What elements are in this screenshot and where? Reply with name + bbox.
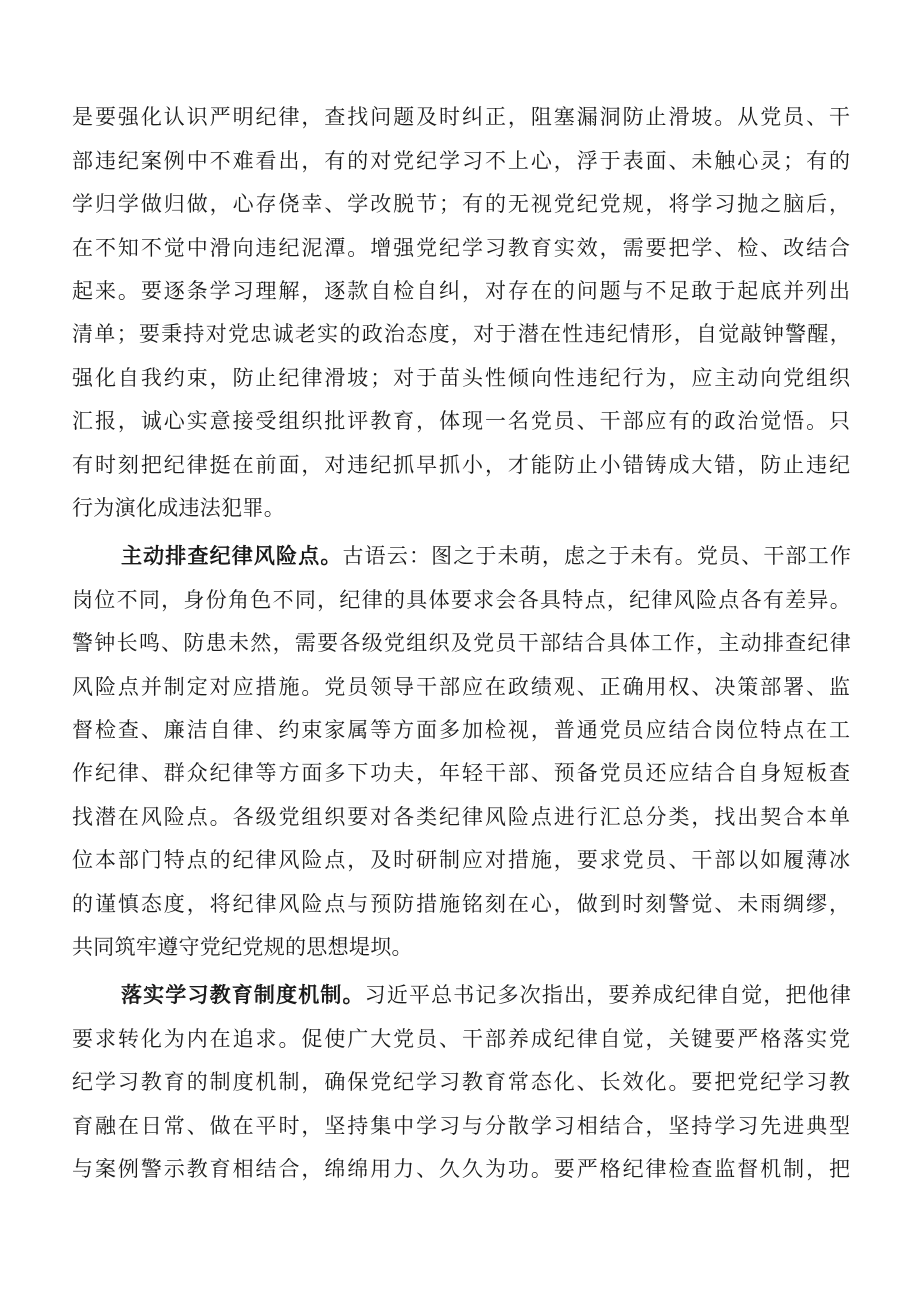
paragraph-text: 警钟长鸣、防患未然，需要各级党组织及党员干部结合具体工作，主动排查纪律 [72, 631, 852, 655]
section-heading: 落实学习教育制度机制。 [121, 983, 365, 1007]
text-line [72, 451, 852, 479]
text-line [72, 407, 852, 435]
paragraph-text: 的谨慎态度，将纪律风险点与预防措施铭刻在心，做到时刻警觉、未雨绸缪， [72, 892, 852, 916]
paragraph-text: 行为演化成违法犯罪。 [72, 496, 285, 520]
text-line [72, 1112, 852, 1140]
text-line [72, 1025, 852, 1053]
paragraph-text: 部违纪案例中不难看出，有的对党纪学习不上心，浮于表面、未触心灵；有的 [72, 149, 852, 173]
text-line [72, 586, 852, 614]
text-line [72, 759, 852, 787]
text-line [72, 320, 852, 348]
paragraph-text: 位本部门特点的纪律风险点，及时研制应对措施，要求党员、干部以如履薄冰 [72, 848, 852, 872]
paragraph-text: 是要强化认识严明纪律，查找问题及时纠正，阻塞漏洞防止滑坡。从党员、干 [72, 105, 852, 129]
paragraph-text: 清单；要秉持对党忠诚老实的政治态度，对于潜在性违纪情形，自觉敲钟警醒， [72, 322, 852, 346]
text-line [121, 981, 852, 1009]
text-line [72, 147, 852, 175]
text-line [72, 629, 852, 657]
text-line [72, 494, 285, 522]
paragraph-text: 督检查、廉洁自律、约束家属等方面多加检视，普通党员应结合岗位特点在工 [72, 718, 852, 742]
paragraph-text: 起来。要逐条学习理解，逐款自检自纠，对存在的问题与不足敢于起底并列出 [72, 279, 852, 303]
paragraph-text: 风险点并制定对应措施。党员领导干部应在政绩观、正确用权、决策部署、监 [72, 675, 852, 699]
paragraph-text: 汇报，诚心实意接受组织批评教育，体现一名党员、干部应有的政治觉悟。只 [72, 409, 852, 433]
paragraph-text: 强化自我约束，防止纪律滑坡；对于苗头性倾向性违纪行为，应主动向党组织 [72, 366, 852, 390]
text-line [121, 542, 852, 570]
text-line [72, 277, 852, 305]
text-line [72, 103, 852, 131]
paragraph-text: 学归学做归做，心存侥幸、学改脱节；有的无视党纪党规，将学习抛之脑后， [72, 192, 852, 216]
text-line [72, 803, 852, 831]
paragraph-text: 与案例警示教育相结合，绵绵用力、久久为功。要严格纪律检查监督机制，把 [72, 1157, 852, 1181]
text-line [72, 890, 852, 918]
text-line [72, 933, 413, 961]
text-line [72, 1155, 852, 1183]
paragraph-text: 作纪律、群众纪律等方面多下功夫，年轻干部、预备党员还应结合自身短板查 [72, 761, 852, 785]
section-heading: 主动排查纪律风险点。 [121, 544, 343, 568]
paragraph-text: 共同筑牢遵守党纪党规的思想堤坝。 [72, 935, 413, 959]
paragraph-text: 习近平总书记多次指出，要养成纪律自觉，把他律 [364, 983, 852, 1007]
paragraph-text: 有时刻把纪律挺在前面，对违纪抓早抓小，才能防止小错铸成大错，防止违纪 [72, 453, 852, 477]
paragraph-text: 找潜在风险点。各级党组织要对各类纪律风险点进行汇总分类，找出契合本单 [72, 805, 852, 829]
paragraph-text: 育融在日常、做在平时，坚持集中学习与分散学习相结合，坚持学习先进典型 [72, 1114, 852, 1138]
text-line [72, 716, 852, 744]
paragraph-text: 岗位不同，身份角色不同，纪律的具体要求会各具特点，纪律风险点各有差异。 [72, 588, 852, 612]
text-line [72, 234, 852, 262]
text-line [72, 364, 852, 392]
text-line [72, 673, 852, 701]
paragraph-text: 古语云：图之于未萌，虑之于未有。党员、干部工作 [342, 544, 852, 568]
paragraph-text: 在不知不觉中滑向违纪泥潭。增强党纪学习教育实效，需要把学、检、改结合 [72, 236, 852, 260]
text-line [72, 1068, 852, 1096]
paragraph-text: 要求转化为内在追求。促使广大党员、干部养成纪律自觉，关键要严格落实党 [72, 1027, 852, 1051]
text-line [72, 190, 852, 218]
paragraph-text: 纪学习教育的制度机制，确保党纪学习教育常态化、长效化。要把党纪学习教 [72, 1070, 852, 1094]
text-line [72, 846, 852, 874]
